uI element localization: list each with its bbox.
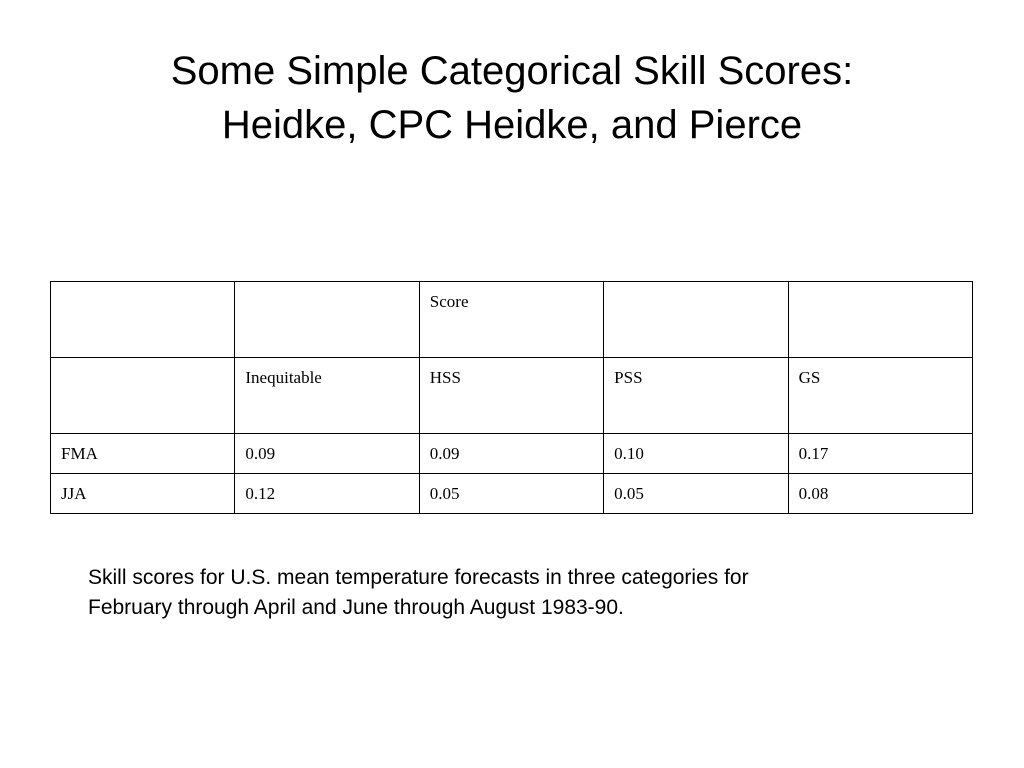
table-cell: PSS: [604, 358, 788, 434]
skill-score-table: [50, 281, 973, 514]
table-cell: [604, 282, 788, 358]
table-row-fma: [51, 434, 973, 474]
table-cell: HSS: [419, 358, 603, 434]
table-cell: 0.12: [235, 474, 419, 514]
table-row-header-columns: [51, 358, 973, 434]
table-cell: 0.09: [235, 434, 419, 474]
table-cell: 0.08: [788, 474, 972, 514]
slide-title-line-1: Some Simple Categorical Skill Scores:: [170, 49, 854, 93]
table-cell: 0.05: [419, 474, 603, 514]
table-cell: [788, 282, 972, 358]
caption-line-1: Skill scores for U.S. mean temperature forecasts in three categories for: [88, 566, 749, 589]
table-cell: 0.10: [604, 434, 788, 474]
table-row-jja: [51, 474, 973, 514]
table-cell: [51, 282, 235, 358]
slide-title: [0, 44, 1024, 152]
table-cell: Score: [419, 282, 603, 358]
table-cell: JJA: [51, 474, 235, 514]
table-cell: GS: [788, 358, 972, 434]
table-cell: 0.17: [788, 434, 972, 474]
table-row-header-score: [51, 282, 973, 358]
table-cell: FMA: [51, 434, 235, 474]
table-cell: [235, 282, 419, 358]
table-cell: Inequitable: [235, 358, 419, 434]
table-cell: 0.05: [604, 474, 788, 514]
table-caption: [88, 563, 948, 623]
table-cell: [51, 358, 235, 434]
table-cell: 0.09: [419, 434, 603, 474]
slide-title-line-2: Heidke, CPC Heidke, and Pierce: [221, 103, 803, 147]
caption-line-2: February through April and June through August 1983-90.: [88, 596, 624, 619]
